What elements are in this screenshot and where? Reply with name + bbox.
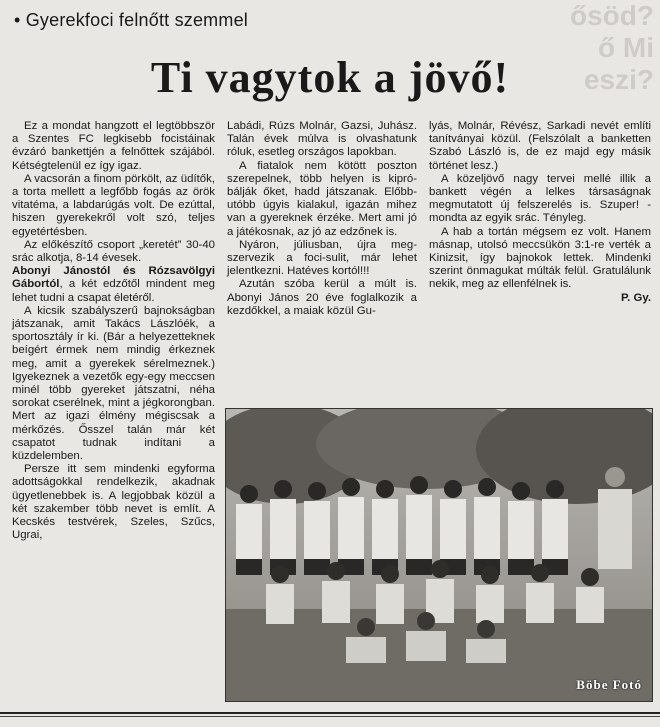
- paragraph: A kicsik szabályszerű bajnokságban játszanak, amit Takács Lászlóék, a sportosztály ír ki. (Bár a helyezetteknek beígért érmek nem mindig érkeznek meg, amit a gyerekek sérelmeznek.) Igyekeznek a vezetők egy-egy meccsen minél több gyereket játszatni, néha sorokat cserélnek, mint a jégkorongban. Mert az igazi élmény mégiscsak a mérkőzés. Ősszel talán már két csapatot tudnak indítani a küzdelemben.: [12, 304, 215, 463]
- paragraph: Persze itt sem mindenki egyforma adottságokkal rendelkezik, akadnak ügyetlenebbek is. A legjobbak közül a két szakember több nevet is említ. A Kecskés testvérek, Szeles, Szűcs, Ugrai,: [12, 463, 215, 542]
- team-photo: [225, 408, 653, 702]
- section-kicker: • Gyerekfoci felnőtt szemmel: [14, 10, 248, 30]
- ghost-line: ősöd?: [570, 0, 654, 31]
- bottom-rule: [0, 712, 660, 714]
- bottom-rule-thin: [0, 716, 660, 717]
- paragraph: A fiatalok nem kötött poszton szerepelnek, több helyen is kipróbálják őket, hadd játszanak. Előbb-utóbb úgyis kialakul, igazán mihez van a gyereknek érzéke. Mert ami jó a játékosnak, az jó az edzőnek is.: [227, 159, 417, 238]
- photo-credit: Böbe Fotó: [576, 677, 642, 692]
- paragraph-rest: , a két edzőtől mindent meg lehet tudni a csapat életéről.: [12, 278, 215, 304]
- author-signature: P. Gy.: [621, 291, 651, 304]
- article-column-3: [429, 120, 651, 305]
- article-column-2: [227, 120, 417, 318]
- paragraph: Labádi, Rúzs Molnár, Gazsi, Juhász. Talán évek múlva is olvashatunk róluk, esetleg országos lapokban.: [227, 120, 417, 159]
- paragraph: Azután szóba kerül a múlt is. Abonyi János 20 éve foglalkozik a kezdőkkel, a maiak közül Gu-: [227, 278, 417, 317]
- paragraph: Nyáron, júliusban, újra megszervezik a foci-sulit, már lehet jelentkezni. Hatéves kortól!!!: [227, 238, 417, 278]
- paragraph: A hab a tortán mégsem ez volt. Hanem másnap, utolsó meccsükön 3:1-re verték a Kinizsit, így bajnokok lettek. Mindenki szerint önmagukat múlták felül. Gratulálunk nekik, meg az ellenfélnek is.: [429, 225, 651, 291]
- paragraph: [12, 265, 215, 305]
- paragraph: Ez a mondat hangzott el legtöbbször a Szentes FC legkisebb focistáinak évzáró bankettjén a felnőttek szájából. Kétségtelenül ez így igaz.: [12, 120, 215, 172]
- paragraph: Az előkészítő csoport „keretét” 30-40 srác alkotja, 8-14 évesek.: [12, 238, 215, 265]
- ghost-line: ő Mi: [598, 32, 654, 63]
- team-photo-image: [226, 409, 652, 701]
- paragraph: A vacsorán a finom pörkölt, az üdítők, a torta mellett a legfőbb fogás az örök vitatéma, a labdarúgás volt. De ezúttal, hiszen gyerekekről volt szó, teljes egyetértésben.: [12, 172, 215, 238]
- article-column-1: [12, 120, 215, 543]
- coach-names: Abonyi Jánostól és Rózsavölgyi Gábortól: [12, 265, 215, 291]
- article-headline: Ti vagytok a jövő!: [150, 53, 510, 102]
- paragraph: A közeljövő nagy tervei mellé illik a bankett végén a lelkes társaságnak megmutatott új felszerelés is. Szuper! - mondta az egyik srác. Tényleg.: [429, 172, 651, 225]
- ghost-line: eszi?: [583, 64, 654, 92]
- paragraph: lyás, Molnár, Révész, Sarkadi nevét említi tanítványai közül. (Felszólalt a banketten Szabó László is, de ez majd egy másik történet lesz.): [429, 120, 651, 172]
